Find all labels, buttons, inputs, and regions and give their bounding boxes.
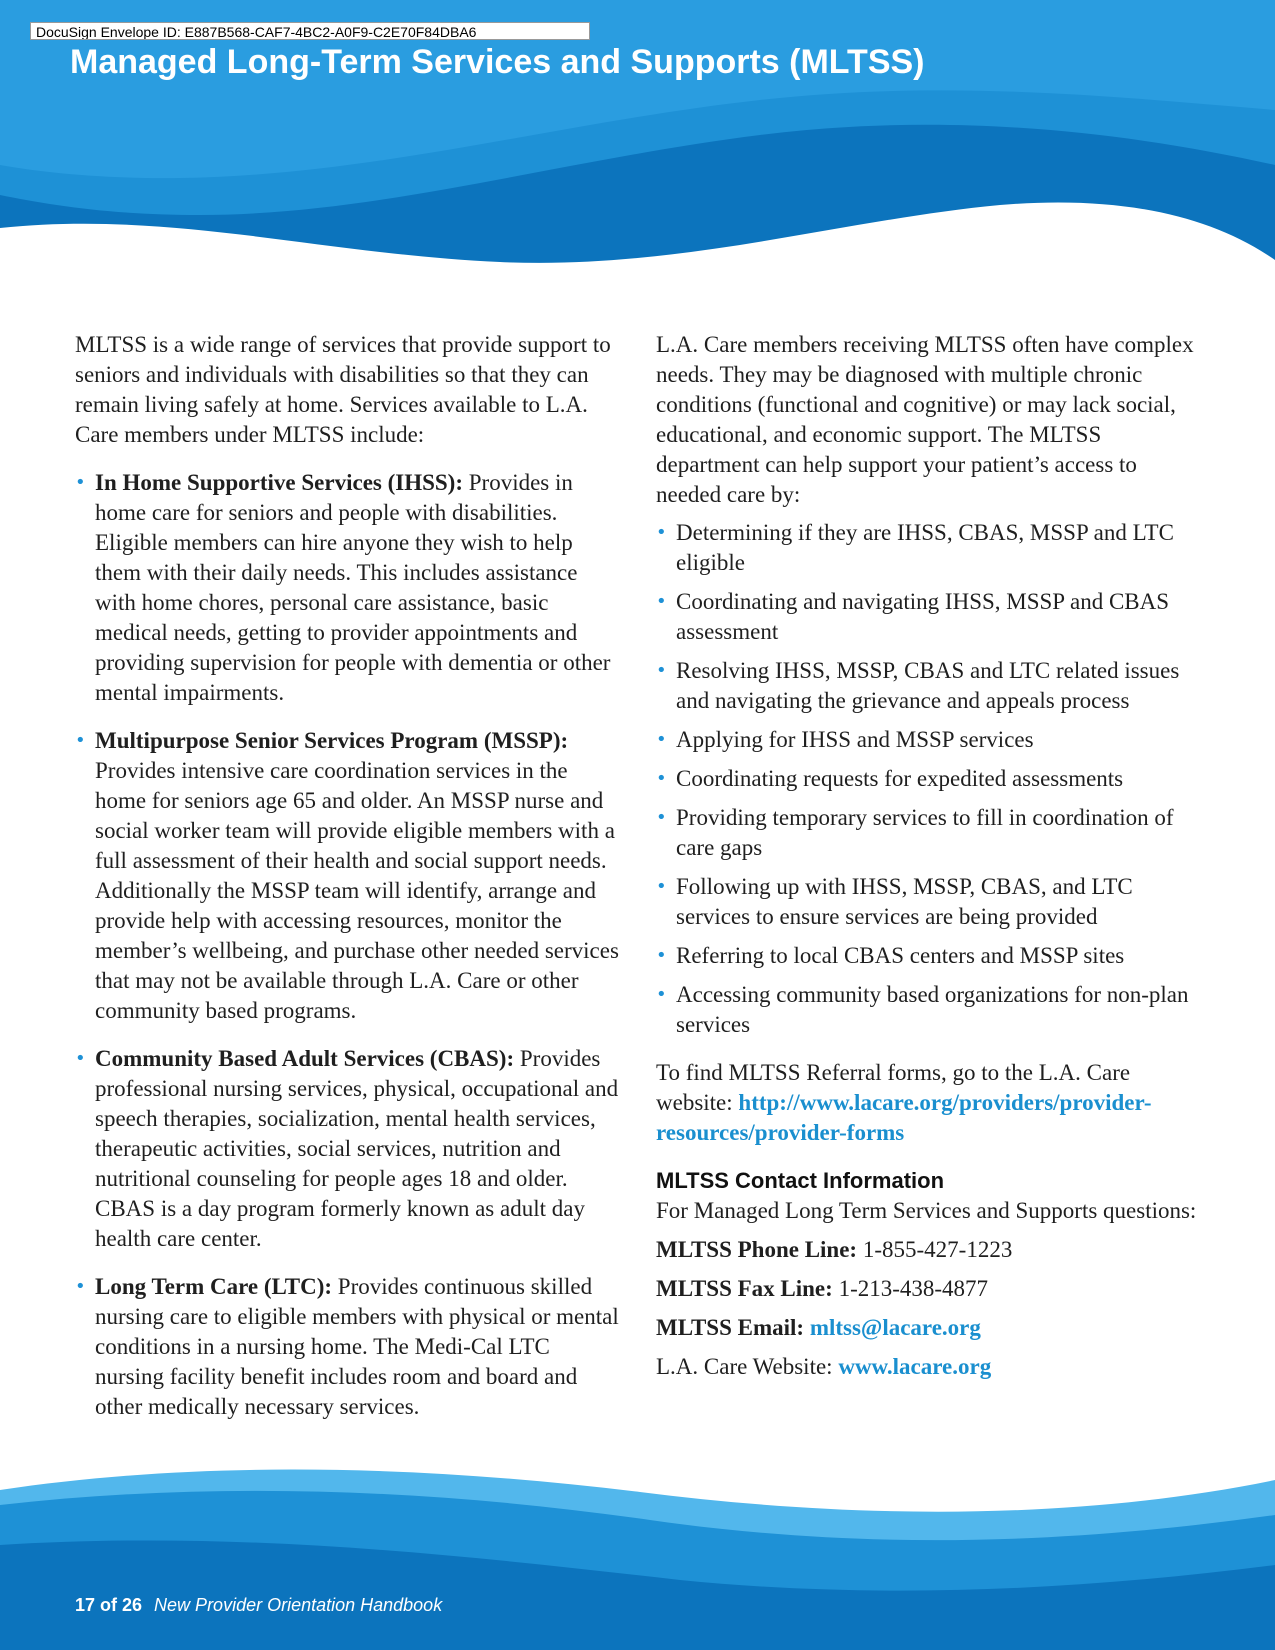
support-item-text: Coordinating and navigating IHSS, MSSP and CBAS assessment [676, 589, 1170, 644]
support-item-text: Referring to local CBAS centers and MSSP sites [676, 943, 1125, 968]
bullet-icon: • [75, 472, 86, 493]
service-description: Provides in home care for seniors and people with disabilities. Eligible members can hire anyone they wish to help them with their daily needs. This includes assistance with home chores, personal care assistance, basic medical needs, getting to provider appointments and providing supervision for people with dementia or other mental impairments. [95, 470, 611, 705]
services-list [75, 468, 623, 1422]
bullet-icon: • [656, 729, 667, 750]
bullet-icon: • [75, 730, 86, 751]
support-item [656, 656, 1204, 716]
service-term: Long Term Care (LTC): [95, 1274, 333, 1299]
phone-line [656, 1235, 1204, 1265]
service-term: In Home Supportive Services (IHSS): [95, 470, 463, 495]
service-term: Community Based Adult Services (CBAS): [95, 1046, 515, 1071]
service-description: Provides continuous skilled nursing care to eligible members with physical or mental conditions in a nursing home. The Medi-Cal LTC nursing facility benefit includes room and board and other medically necessary services. [95, 1274, 619, 1419]
support-item [656, 587, 1204, 647]
footer-wave-banner [0, 1460, 1275, 1650]
support-item [656, 872, 1204, 932]
mltss-intro: MLTSS is a wide range of services that provide support to seniors and individuals with disabilities so that they can remain living safely at home. Services available to L.A. Care members under MLTSS include: [75, 332, 611, 447]
support-item-text: Providing temporary services to fill in coordination of care gaps [676, 805, 1174, 860]
service-description: Provides intensive care coordination services in the home for seniors age 65 and older. An MSSP nurse and social worker team will provide eligible members with a full assessment of their health and social support needs. Additionally the MSSP team will identify, arrange and provide help with accessing resources, monitor the member’s wellbeing, and purchase other needed services that may not be available through L.A. Care or other community based programs. [95, 758, 619, 1023]
service-item-cbas [75, 1044, 623, 1254]
support-list [656, 518, 1204, 1040]
bullet-icon: • [656, 591, 667, 612]
bullet-icon: • [656, 945, 667, 966]
bullet-icon: • [656, 660, 667, 681]
referral-forms-text [656, 1058, 1204, 1148]
support-item [656, 803, 1204, 863]
support-item [656, 941, 1204, 971]
bullet-icon: • [656, 876, 667, 897]
website-line [656, 1352, 1204, 1382]
service-item-ihss [75, 468, 623, 708]
phone-value: 1-855-427-1223 [857, 1237, 1013, 1262]
email-link[interactable]: mltss@lacare.org [809, 1315, 981, 1340]
left-column [75, 330, 623, 1440]
website-label: L.A. Care Website: [656, 1354, 839, 1379]
fax-value: 1-213-438-4877 [832, 1276, 989, 1301]
bullet-icon: • [656, 768, 667, 789]
bullet-icon: • [75, 1048, 86, 1069]
support-item [656, 518, 1204, 578]
bullet-icon: • [656, 807, 667, 828]
docusign-envelope-id: DocuSign Envelope ID: E887B568-CAF7-4BC2-A0F9-C2E70F84DBA6 [30, 22, 590, 40]
service-term: Multipurpose Senior Services Program (MSSP): [95, 728, 569, 753]
phone-label: MLTSS Phone Line: [656, 1237, 858, 1262]
contact-heading: MLTSS Contact Information [656, 1168, 945, 1193]
support-item-text: Determining if they are IHSS, CBAS, MSSP and LTC eligible [676, 520, 1174, 575]
service-item-ltc [75, 1272, 623, 1422]
service-item-mssp [75, 726, 623, 1026]
fax-line [656, 1274, 1204, 1304]
referral-forms-label: To find MLTSS Referral forms, go to the L.A. Care website: [656, 1060, 1131, 1115]
contact-intro: For Managed Long Term Services and Supports questions: [656, 1198, 1197, 1223]
bullet-icon: • [656, 984, 667, 1005]
support-intro: L.A. Care members receiving MLTSS often have complex needs. They may be diagnosed with multiple chronic conditions (functional and cognitive) or may lack social, educational, and economic support. The MLTSS department can help support your patient’s access to needed care by: [656, 332, 1194, 507]
bullet-icon: • [656, 522, 667, 543]
support-item [656, 725, 1204, 755]
support-item [656, 764, 1204, 794]
page-number: 17 of 26 [75, 1595, 143, 1615]
email-label: MLTSS Email: [656, 1315, 805, 1340]
service-description: Provides professional nursing services, physical, occupational and speech therapies, socialization, mental health services, therapeutic activities, social services, nutrition and nutritional counseling for people ages 18 and older. CBAS is a day program formerly known as adult day health care center. [95, 1046, 619, 1251]
support-item-text: Resolving IHSS, MSSP, CBAS and LTC related issues and navigating the grievance and appeals process [676, 658, 1180, 713]
page-title: Managed Long-Term Services and Supports (MLTSS) [70, 43, 925, 81]
right-column [656, 330, 1204, 1382]
email-line [656, 1313, 1204, 1343]
support-item-text: Accessing community based organizations for non-plan services [676, 982, 1189, 1037]
referral-forms-link[interactable]: http://www.lacare.org/providers/provider-resources/provider-forms [656, 1090, 1152, 1145]
footer [75, 1595, 442, 1616]
support-item-text: Following up with IHSS, MSSP, CBAS, and LTC services to ensure services are being provided [676, 874, 1133, 929]
fax-label: MLTSS Fax Line: [656, 1276, 833, 1301]
bullet-icon: • [75, 1276, 86, 1297]
support-item-text: Applying for IHSS and MSSP services [676, 727, 1034, 752]
handbook-title: New Provider Orientation Handbook [154, 1595, 443, 1615]
support-item-text: Coordinating requests for expedited assessments [676, 766, 1124, 791]
website-link[interactable]: www.lacare.org [838, 1354, 992, 1379]
support-item [656, 980, 1204, 1040]
